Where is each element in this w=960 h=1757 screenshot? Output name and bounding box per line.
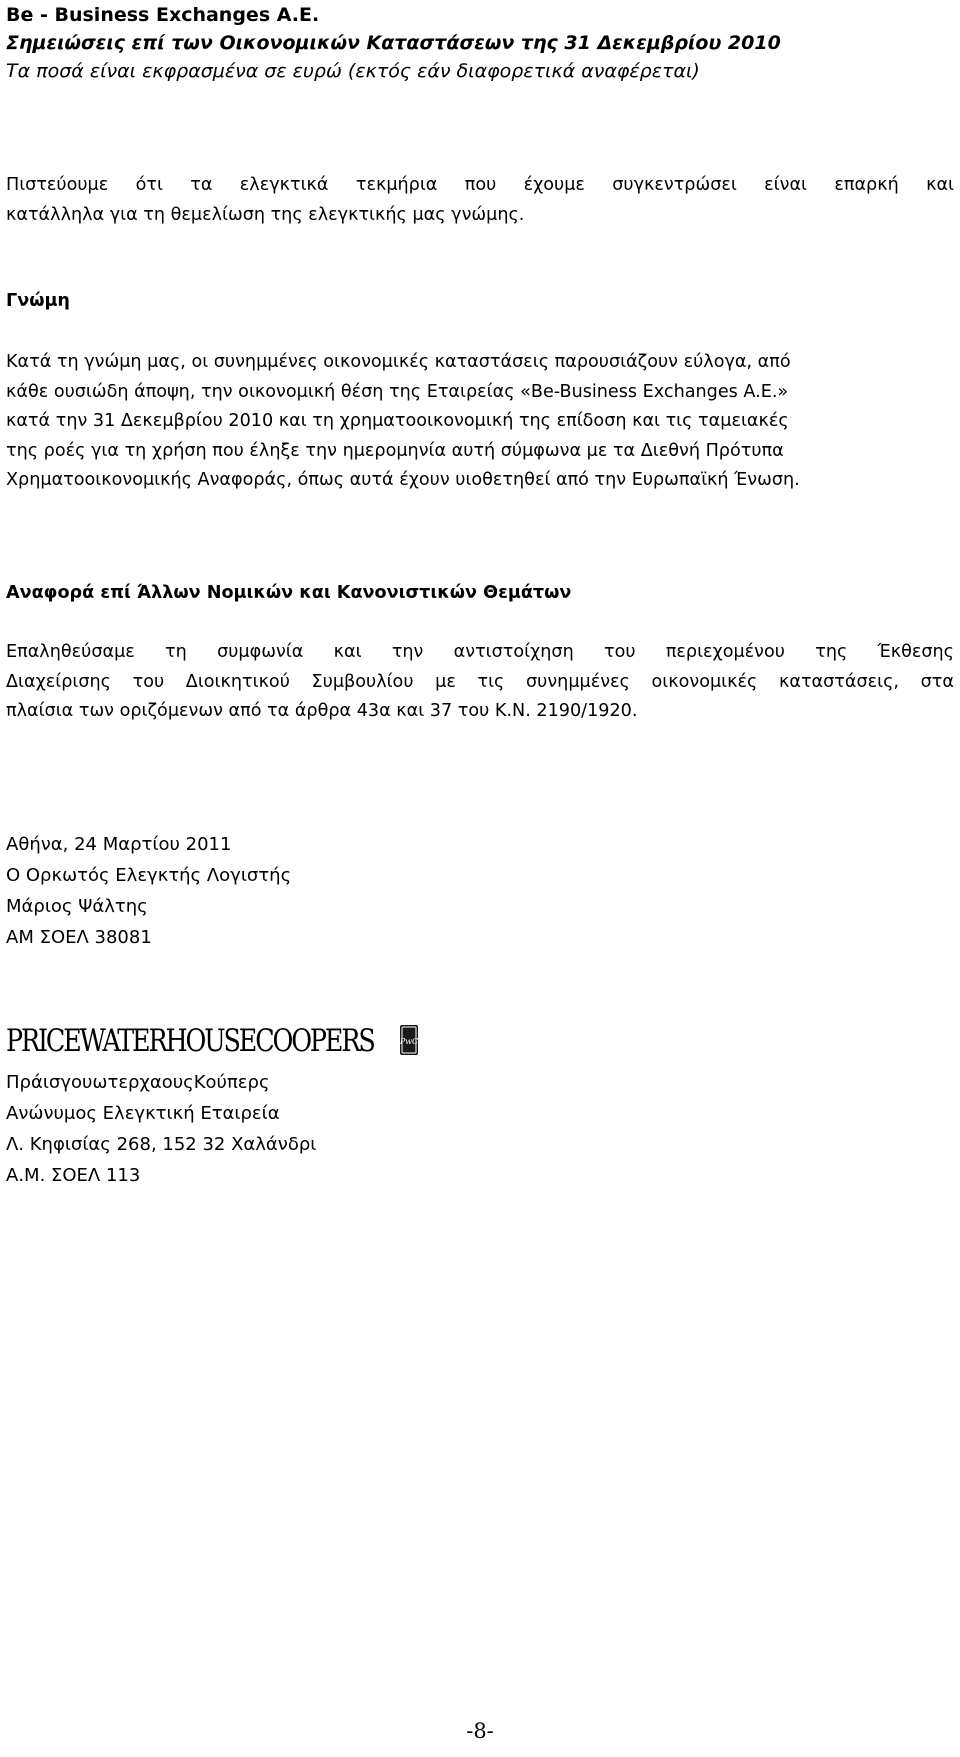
paragraph-line: Πιστεύουμε ότι τα ελεγκτικά τεκμήρια που έχουμε συγκεντρώσει είναι επαρκή και [6,175,954,195]
paragraph-line: πλαίσια των οριζόμενων από τα άρθρα 43α και 37 του Κ.Ν. 2190/1920. [6,701,638,721]
opinion-heading: Γνώμη [6,291,70,311]
paragraph-line: κάθε ουσιώδη άποψη, την οικονομική θέση της Εταιρείας «Be-Business Exchanges A.E.» [6,381,789,402]
firm-name: ΠράισγουωτερχαουςΚούπερς [6,1072,270,1093]
page-header [6,2,946,85]
firm-details [6,1067,316,1191]
paragraph-line: Κατά τη γνώμη μας, οι συνημμένες οικονομικές καταστάσεις παρουσιάζουν εύλογα, από [6,352,791,372]
company-name: Be - Business Exchanges A.E. [6,4,320,26]
paragraph-line: Χρηματοοικονομικής Αναφοράς, όπως αυτά έχουν υιοθετηθεί από την Ευρωπαϊκή Ένωση. [6,470,800,490]
legal-matters-heading: Αναφορά επί Άλλων Νομικών και Κανονιστικών Θεμάτων [6,583,572,603]
firm-registration: Α.Μ. ΣΟΕΛ 113 [6,1165,141,1186]
paragraph-line: κατά την 31 Δεκεμβρίου 2010 και τη χρηματοοικονομική της επίδοση και τις ταμειακές [6,411,789,431]
currency-note: Τα ποσά είναι εκφρασμένα σε ευρώ (εκτός εάν διαφορετικά αναφέρεται) [6,60,700,82]
svg-text:PwC: PwC [400,1037,419,1046]
firm-seal-icon [400,1025,418,1055]
firm-address: Λ. Κηφισίας 268, 152 32 Χαλάνδρι [6,1134,317,1155]
signature-role: Ο Ορκωτός Ελεγκτής Λογιστής [6,865,292,886]
opinion-paragraph [6,348,954,496]
evidence-paragraph [6,171,954,230]
firm-type: Ανώνυμος Ελεγκτική Εταιρεία [6,1103,280,1124]
paragraph-line: της ροές για τη χρήση που έληξε την ημερομηνία αυτή σύμφωνα με τα Διεθνή Πρότυπα [6,440,784,461]
paragraph-line: κατάλληλα για τη θεμελίωση της ελεγκτικής μας γνώμης. [6,204,525,225]
firm-logo [6,1013,418,1061]
firm-logo-wordmark: PRICEWATERHOUSECOOPERS [6,1023,374,1059]
paragraph-line: Διαχείρισης του Διοικητικού Συμβουλίου με τις συνημμένες οικονομικές καταστάσεις, στα [6,671,954,692]
page-number: -8- [466,1719,494,1743]
document-subtitle: Σημειώσεις επί των Οικονομικών Καταστάσεων της 31 Δεκεμβρίου 2010 [6,32,781,54]
paragraph-line: Επαληθεύσαμε τη συμφωνία και την αντιστοίχηση του περιεχομένου της Έκθεσης [6,642,954,662]
legal-matters-paragraph [6,638,954,727]
signature-block [6,829,291,953]
signature-place-date: Αθήνα, 24 Μαρτίου 2011 [6,834,232,855]
signature-name: Μάριος Ψάλτης [6,896,148,917]
signature-registration: ΑΜ ΣΟΕΛ 38081 [6,927,152,948]
